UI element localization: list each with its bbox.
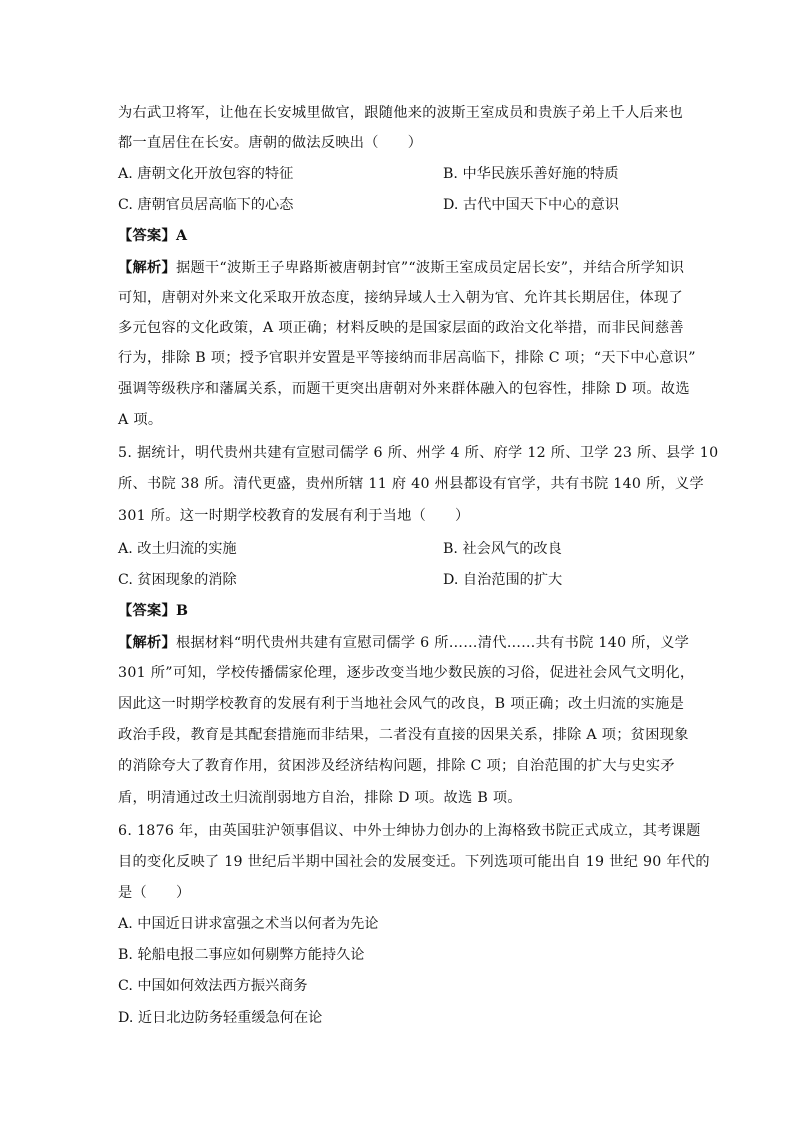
q4-option-b: B. 中华民族乐善好施的特质 [443, 166, 619, 182]
q4-option-d: D. 古代中国天下中心的意识 [443, 197, 619, 213]
q4-analysis-text-1: 据题干“波斯王子卑路斯被唐朝封官”“波斯王室成员定居长安”，并结合所学知识 [175, 260, 685, 276]
q4-analysis-label: 【解析】 [118, 260, 176, 276]
q6-stem-line-1: 6. 1876 年，由英国驻沪领事倡议、中外士绅协力创办的上海格致书院正式成立，其考课题 [118, 823, 701, 839]
q5-analysis-label: 【解析】 [118, 635, 176, 651]
q5-option-c: C. 贫困现象的消除 [118, 572, 237, 588]
q5-analysis-line-2: 301 所”可知，学校传播儒家伦理，逐步改变当地少数民族的习俗，促进社会风气文明化， [118, 665, 695, 681]
q5-answer [118, 601, 678, 621]
q6-stem-line-3: 是（ ） [118, 885, 191, 901]
q5-analysis-line-4: 政治手段，教育是其配套措施而非结果，二者没有直接的因果关系，排除 A 项；贫困现象 [118, 727, 689, 743]
q5-option-a: A. 改土归流的实施 [118, 541, 237, 557]
q4-stem-line-1: 为右武卫将军，让他在长安城里做官，跟随他来的波斯王室成员和贵族子弟上千人后来也 [118, 105, 684, 121]
q6-option-b: B. 轮船电报二事应如何剔弊方能持久论 [118, 947, 365, 963]
q4-analysis-line-5: 强调等级秩序和藩属关系，而题干更突出唐朝对外来群体融入的包容性，排除 D 项。故选 [118, 381, 690, 397]
q5-analysis-line-1 [118, 633, 690, 653]
q4-answer-value: A [175, 228, 188, 244]
q6-option-c: C. 中国如何效法西方振兴商务 [118, 978, 308, 994]
q5-analysis-line-3: 因此这一时期学校教育的发展有利于当地社会风气的改良，B 项正确；改土归流的实施是 [118, 696, 685, 712]
q5-option-d: D. 自治范围的扩大 [443, 572, 563, 588]
q5-option-b: B. 社会风气的改良 [443, 541, 562, 557]
q4-analysis-line-6: A 项。 [118, 412, 163, 428]
q4-stem-line-2: 都一直居住在长安。唐朝的做法反映出（ ） [118, 135, 423, 151]
q4-analysis-line-3: 多元包容的文化政策，A 项正确；材料反映的是国家层面的政治文化举措，而非民间慈善 [118, 320, 684, 336]
q5-stem-line-3: 301 所。这一时期学校教育的发展有利于当地（ ） [118, 508, 470, 524]
q5-stem-line-2: 所、书院 38 所。清代更盛，贵州所辖 11 府 40 州县都设有官学，共有书院 140 所，义学 [118, 476, 705, 492]
q5-analysis-line-6: 盾，明清通过改土归流削弱地方自治，排除 D 项。故选 B 项。 [118, 790, 522, 806]
q5-analysis-text-1: 根据材料“明代贵州共建有宣慰司儒学 6 所……清代……共有书院 140 所，义学 [175, 635, 690, 651]
q5-analysis-line-5: 的消除夸大了教育作用，贫困涉及经济结构问题，排除 C 项；自治范围的扩大与史实矛 [118, 758, 675, 774]
q5-answer-label: 【答案】 [118, 603, 176, 619]
q5-stem-line-1: 5. 据统计，明代贵州共建有宣慰司儒学 6 所、州学 4 所、府学 12 所、卫学 23 所、县学 10 [118, 445, 719, 461]
q4-answer [118, 226, 678, 246]
q4-analysis-line-2: 可知，唐朝对外来文化采取开放态度，接纳异域人士入朝为官、允许其长期居住，体现了 [118, 290, 684, 306]
q6-stem-line-2: 目的变化反映了 19 世纪后半期中国社会的发展变迁。下列选项可能出自 19 世纪 90 年代的 [118, 854, 710, 870]
q4-analysis-line-1 [118, 258, 685, 278]
q4-option-c: C. 唐朝官员居高临下的心态 [118, 197, 294, 213]
q6-option-a: A. 中国近日讲求富强之术当以何者为先论 [118, 916, 379, 932]
q4-answer-label: 【答案】 [118, 228, 176, 244]
q6-option-d: D. 近日北边防务轻重缓急何在论 [118, 1010, 323, 1026]
q4-option-a: A. 唐朝文化开放包容的特征 [118, 166, 294, 182]
q5-answer-value: B [175, 603, 189, 619]
q4-analysis-line-4: 行为，排除 B 项；授予官职并安置是平等接纳而非居高临下，排除 C 项；“天下中心意识” [118, 350, 696, 366]
